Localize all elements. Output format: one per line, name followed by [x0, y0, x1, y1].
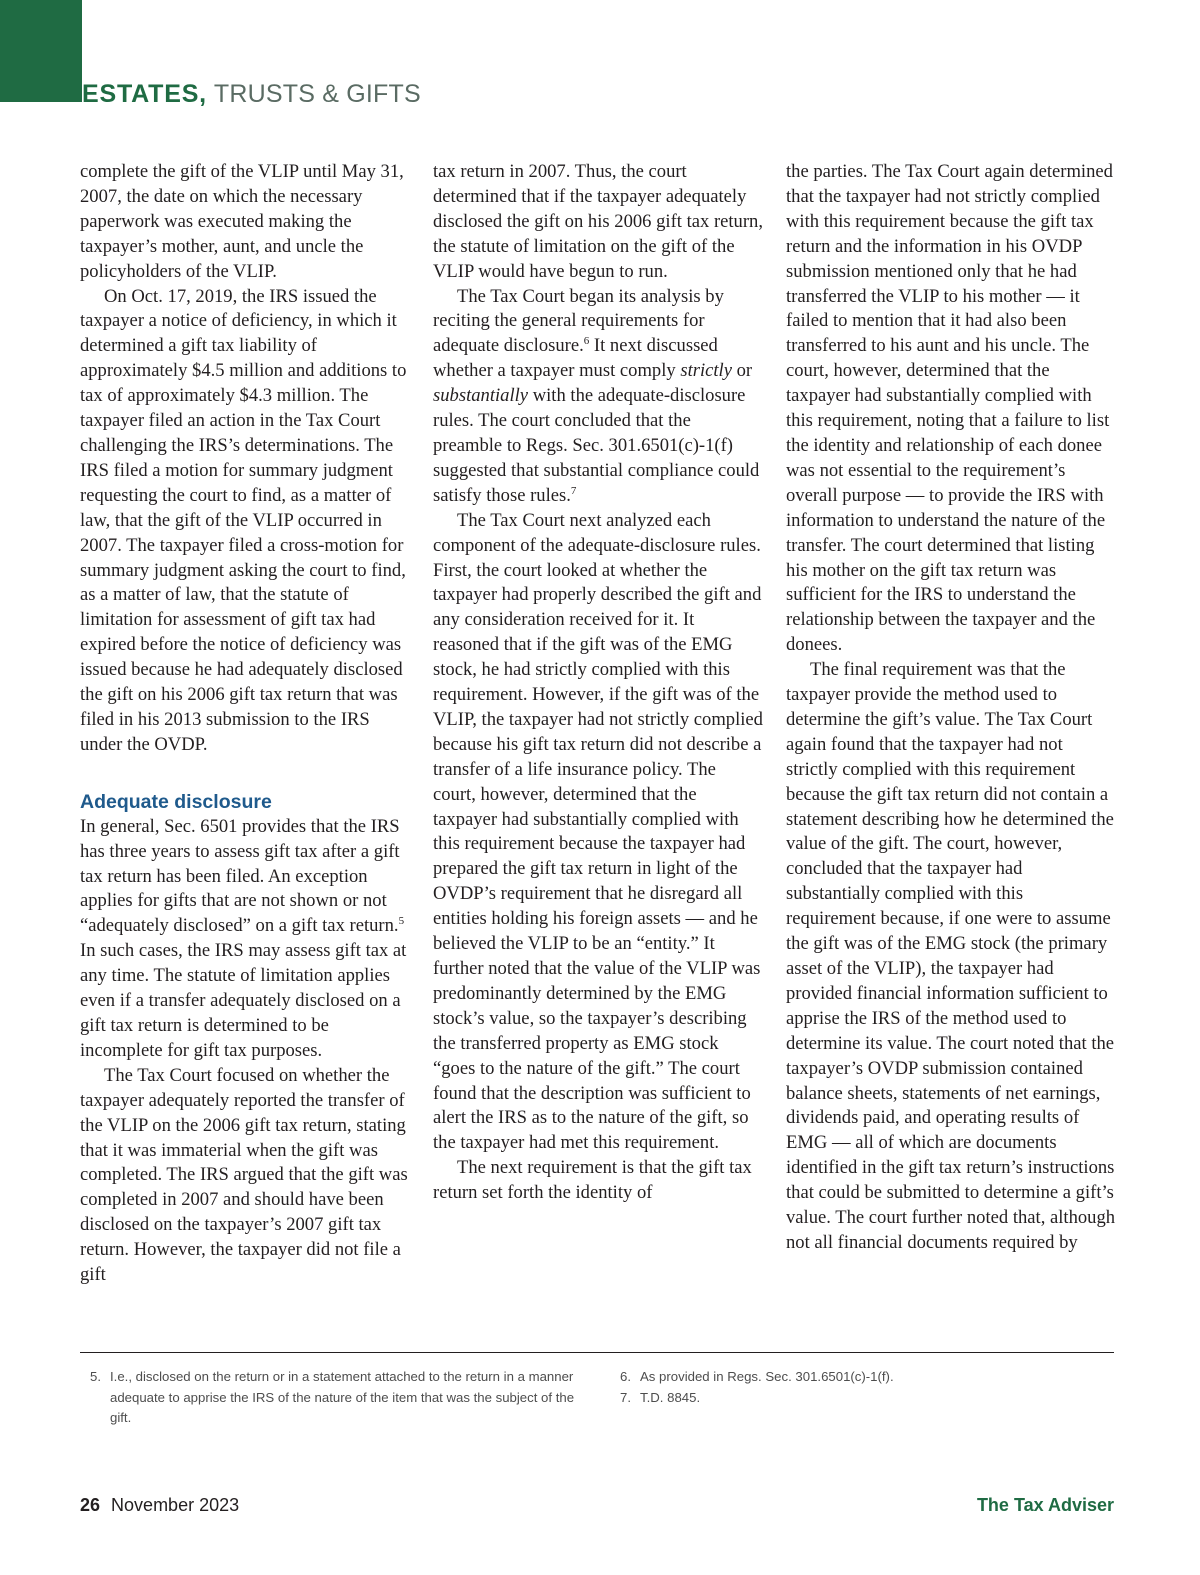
- text-run: In general, Sec. 6501 provides that the IRS has three years to assess gift tax after a gift tax return has been filed. An exception applies for gifts that are not shown or not “adequately disclosed” on a gift tax return.: [80, 815, 400, 937]
- text-run: It next discussed whether a taxpayer must comply: [433, 335, 718, 382]
- section-header: [82, 79, 421, 109]
- footnote-number: 6.: [620, 1369, 631, 1384]
- text-run: The Tax Court began its analysis by reciting the general requirements for adequate disclosure.: [433, 285, 724, 357]
- text-run: or: [731, 360, 753, 382]
- footnotes-column-1: [90, 1367, 590, 1429]
- footnotes-column-2: [620, 1367, 1040, 1408]
- paragraph: complete the gift of the VLIP until May 31, 2007, the date on which the necessary paperwork was executed making the taxpayer’s mother, aunt, and uncle the policyholders of the VLIP.: [80, 161, 404, 282]
- issue-date: November 2023: [111, 1495, 240, 1515]
- page-footer-left: [80, 1495, 239, 1516]
- paragraph: the parties. The Tax Court again determined that the taxpayer had not strictly complied with this requirement because the gift tax return and the information in his OVDP submission mentioned only that he had transferred the VLIP to his mother — it failed to mention that it had also been transferred to his aunt and his uncle. The court, however, determined that the taxpayer had substantially complied with this requirement, noting that a failure to list the identity and relationship of each donee was not essential to the requirement’s overall purpose — to provide the IRS with information to understand the nature of the transfer. The court determined that listing his mother on the gift tax return was sufficient for the IRS to understand the relationship between the taxpayer and the donees.: [786, 161, 1113, 656]
- emphasis-substantially: substantially: [433, 385, 529, 407]
- paragraph: On Oct. 17, 2019, the IRS issued the taxpayer a notice of deficiency, in which it determined a gift tax liability of approximately $4.5 million and additions to tax of approximately $4.3 million. The taxpayer filed an action in the Tax Court challenging the IRS’s determinations. The IRS filed a motion for summary judgment requesting the court to find, as a matter of law, that the gift of the VLIP occurred in 2007. The taxpayer filed a cross-motion for summary judgment asking the court to find, as a matter of law, that the statute of limitation for assessment of gift tax had expired before the notice of deficiency was issued because he had adequately disclosed the gift on his 2006 gift tax return that was filed in his 2013 submission to the IRS under the OVDP.: [80, 285, 407, 755]
- footnote-number: 5.: [90, 1369, 101, 1384]
- footnote-6: [620, 1367, 1040, 1388]
- paragraph: [433, 285, 763, 509]
- paragraph: [80, 815, 410, 1064]
- paragraph: The final requirement was that the taxpayer provide the method used to determine the gift’s value. The Tax Court again found that the taxpayer had not strictly complied with this requirement because the gift tax return did not contain a statement describing how he determined the value of the gift. The court, however, concluded that the taxpayer had substantially complied with this requirement because, if one were to assume the gift was of the EMG stock (the primary asset of the VLIP), the taxpayer had provided financial information sufficient to apprise the IRS of the method used to determine its value. The court noted that the taxpayer’s OVDP submission contained balance sheets, statements of net earnings, dividends paid, and operating results of EMG — all of which are documents identified in the gift tax return’s instructions that could be submitted to determine a gift’s value. The court further noted that, although not all financial documents required by: [786, 659, 1116, 1253]
- article-column-2: [433, 160, 763, 1206]
- text-run: with the adequate-disclosure rules. The court concluded that the preamble to Regs. Sec. 301.6501(c)-1(f) suggested that substantial compliance could satisfy those rules.: [433, 385, 760, 506]
- footnote-text: As provided in Regs. Sec. 301.6501(c)-1(f).: [640, 1369, 894, 1384]
- paragraph: The Tax Court focused on whether the taxpayer adequately reported the transfer of the VLIP on the 2006 gift tax return, stating that it was immaterial when the gift was completed. The IRS argued that the gift was completed in 2007 and should have been disclosed on the taxpayer’s 2007 gift tax return. However, the taxpayer did not file a gift: [80, 1064, 408, 1286]
- text-run: In such cases, the IRS may assess gift tax at any time. The statute of limitation applies even if a transfer adequately disclosed on a gift tax return is determined to be incomplete for gift tax purposes.: [80, 940, 407, 1061]
- footnote-text: T.D. 8845.: [640, 1389, 701, 1405]
- emphasis-strictly: strictly: [680, 360, 732, 382]
- footnote-ref-7[interactable]: 7: [570, 484, 577, 497]
- footnote-ref-6[interactable]: 6: [583, 335, 590, 348]
- subheading-adequate-disclosure: Adequate disclosure: [80, 790, 272, 813]
- footnote-5: [90, 1367, 590, 1429]
- publication-name: The Tax Adviser: [976, 1495, 1114, 1515]
- section-header-bold: ESTATES,: [82, 80, 207, 108]
- paragraph: The Tax Court next analyzed each component of the adequate-disclosure rules. First, the court looked at whether the taxpayer had properly described the gift and any consideration received for it. It reasoned that if the gift was of the EMG stock, he had strictly complied with this requirement. However, if the gift was of the VLIP, the taxpayer had not strictly complied because his gift tax return did not describe a transfer of a life insurance policy. The court, however, determined that the taxpayer had substantially complied with this requirement because the taxpayer had prepared the gift tax return in light of the OVDP’s requirement that he disregard all entities holding his foreign assets — and he believed the VLIP to be an “entity.” It further noted that the value of the VLIP was predominantly determined by the EMG stock’s value, so the taxpayer’s describing the transferred property as EMG stock “goes to the nature of the gift.” The court found that the description was sufficient to alert the IRS as to the nature of the gift, so the taxpayer had met this requirement.: [433, 509, 763, 1154]
- footnote-ref-5[interactable]: 5: [398, 915, 405, 928]
- paragraph: tax return in 2007. Thus, the court determined that if the taxpayer adequately disclosed the gift on his 2006 gift tax return, the statute of limitation on the gift of the VLIP would have begun to run.: [433, 161, 763, 282]
- footnote-number: 7.: [620, 1389, 631, 1405]
- footnote-divider: [80, 1352, 1114, 1353]
- section-header-light: TRUSTS & GIFTS: [213, 80, 421, 108]
- paragraph: The next requirement is that the gift tax return set forth the identity of: [433, 1157, 752, 1204]
- footnote-7: [620, 1388, 1040, 1409]
- article-column-3: [786, 160, 1116, 1256]
- footnote-text: I.e., disclosed on the return or in a statement attached to the return in a manner adequate to apprise the IRS of the nature of the item that was the subject of the gift.: [110, 1369, 575, 1425]
- article-column-1: [80, 160, 410, 1288]
- page-number: 26: [80, 1495, 101, 1515]
- section-color-tab: [0, 0, 82, 102]
